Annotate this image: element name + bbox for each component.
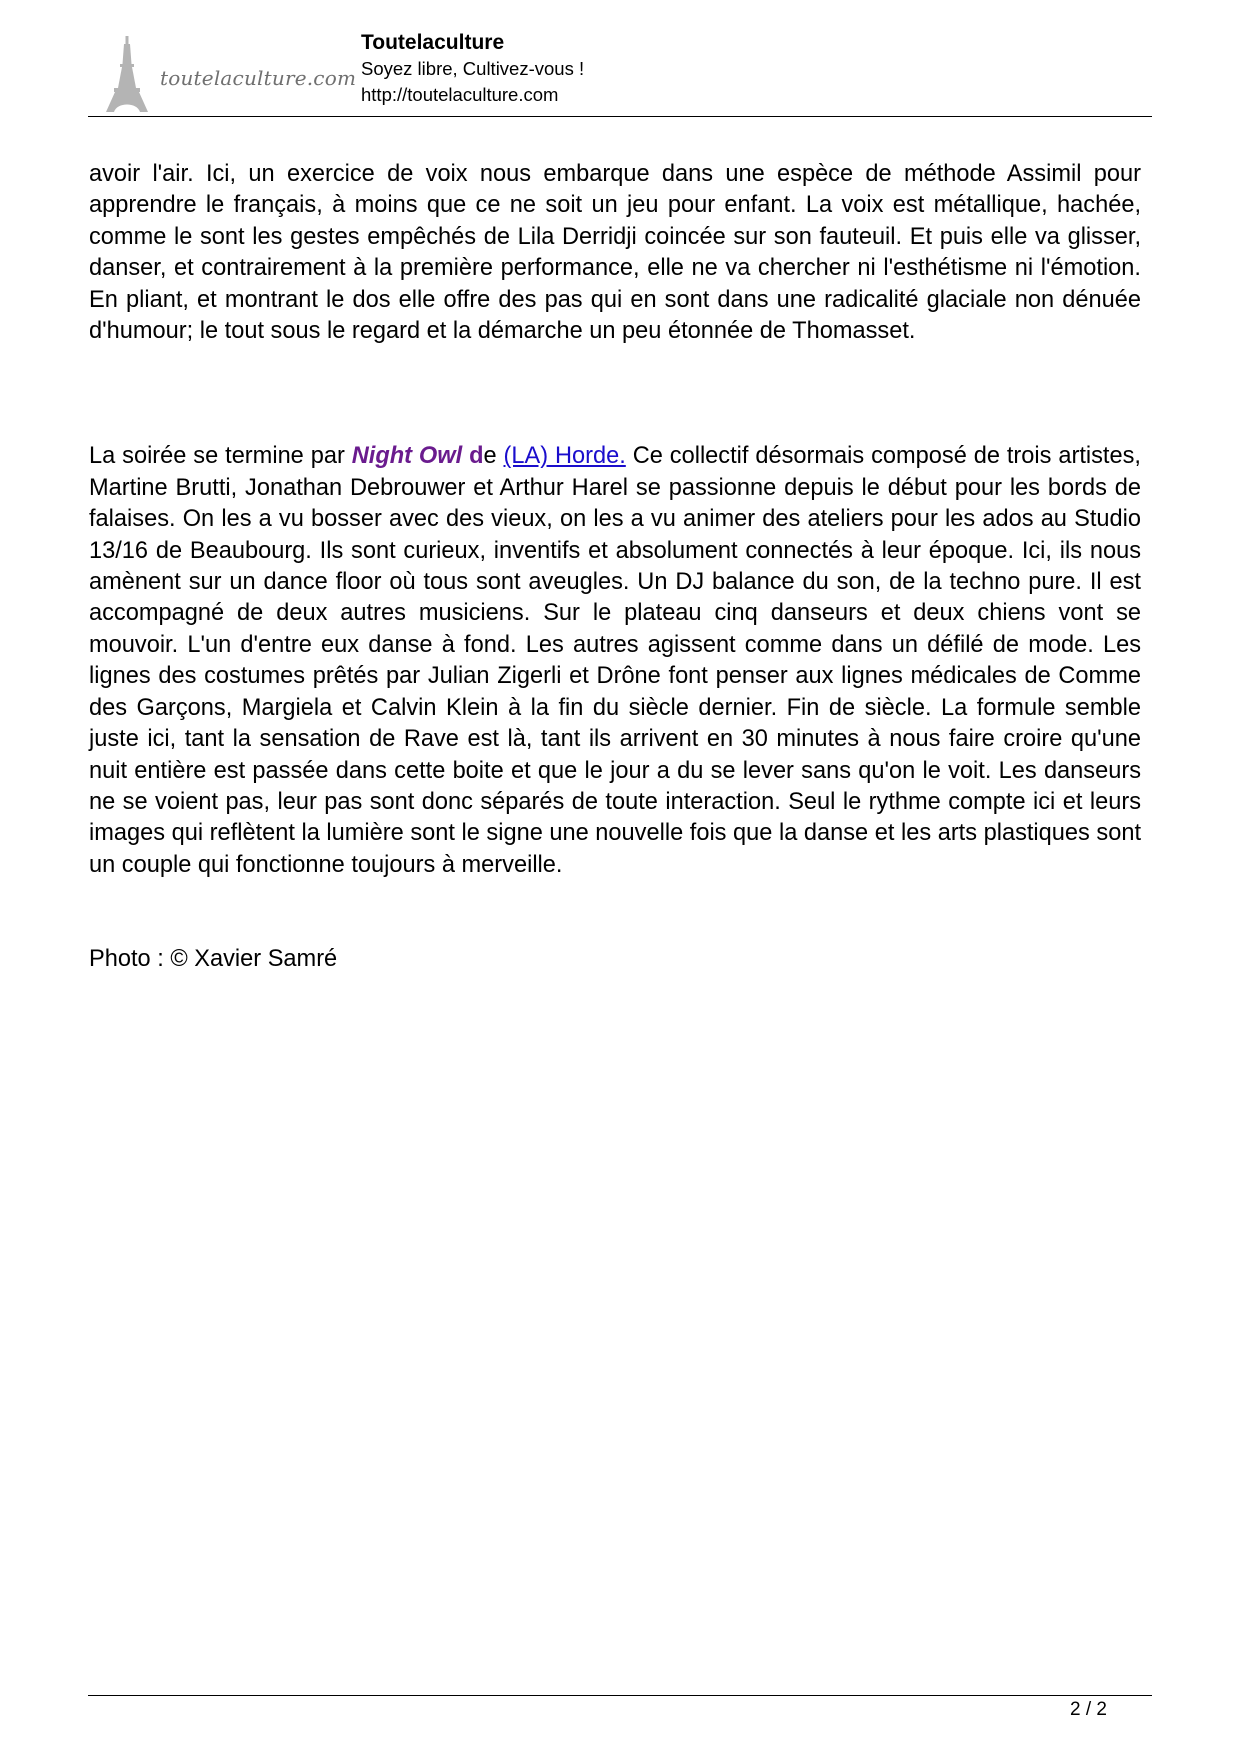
page-number: 2 / 2	[1070, 1699, 1107, 1720]
la-horde-link[interactable]: (LA) Horde.	[503, 443, 626, 470]
footer-divider	[88, 1695, 1152, 1696]
article-body	[89, 159, 1141, 976]
show-title-night-owl: Night Owl	[351, 443, 463, 470]
article-paragraph-2	[89, 441, 1141, 881]
preposition-bold-d: d	[469, 443, 484, 470]
site-tagline: Soyez libre, Cultivez-vous !	[361, 58, 585, 79]
site-logo[interactable]	[102, 36, 357, 112]
paragraph-spacer	[89, 347, 1141, 441]
site-name: Toutelaculture	[361, 31, 505, 54]
preposition-rest: e	[483, 443, 504, 470]
eiffel-tower-icon	[102, 36, 152, 112]
logo-wordmark: toutelaculture.com	[160, 66, 357, 90]
site-url[interactable]: http://toutelaculture.com	[361, 84, 559, 105]
page-header	[88, 30, 1152, 117]
article-paragraph-1: avoir l'air. Ici, un exercice de voix nous embarque dans une espèce de méthode Assimil pour apprendre le français, à moins que ce ne soit un jeu pour enfant. La voix est métallique, hachée, comme le sont les gestes empêchés de Lila Derridji coincée sur son fauteuil. Et puis elle va glisser, danser, et contrairement à la première performance, elle ne va chercher ni l'esthétisme ni l'émotion. En pliant, et montrant le dos elle offre des pas qui en sont dans une radicalité glaciale non dénuée d'humour; le tout sous le regard et la démarche un peu étonnée de Thomasset.	[89, 161, 1141, 345]
paragraph-2-body: Ce collectif désormais composé de trois artistes, Martine Brutti, Jonathan Debrouwer et Arthur Harel se passionne depuis le début pour les bords de falaises. On les a vu bosser avec des vieux, on les a vu animer des ateliers pour les ados au Studio 13/16 de Beaubourg. Ils sont curieux, inventifs et absolument connectés à leur époque. Ici, ils nous amènent sur un dance floor où tous sont aveugles. Un DJ balance du son, de la techno pure. Il est accompagné de deux autres musiciens. Sur le plateau cinq danseurs et deux chiens vont se mouvoir. L'un d'entre eux danse à fond. Les autres agissent comme dans un défilé de mode. Les lignes des costumes prêtés par Julian Zigerli et Drône font penser aux lignes médicales de Comme des Garçons, Margiela et Calvin Klein à la fin du siècle dernier. Fin de siècle. La formule semble juste ici, tant la sensation de Rave est là, tant ils arrivent en 30 minutes à nous faire croire qu'une nuit entière est passée dans cette boite et que le jour a du se lever sans qu'on le voit. Les danseurs ne se voient pas, leur pas sont donc séparés de toute interaction. Seul le rythme compte ici et leurs images qui reflètent la lumière sont le signe une nouvelle fois que la danse et les arts plastiques sont un couple qui fonctionne toujours à merveille.	[89, 443, 1141, 878]
site-info	[361, 30, 584, 108]
photo-credit: Photo : © Xavier Samré	[89, 946, 338, 973]
paragraph-spacer	[89, 881, 1141, 944]
paragraph-2-intro: La soirée se termine par	[89, 443, 352, 470]
